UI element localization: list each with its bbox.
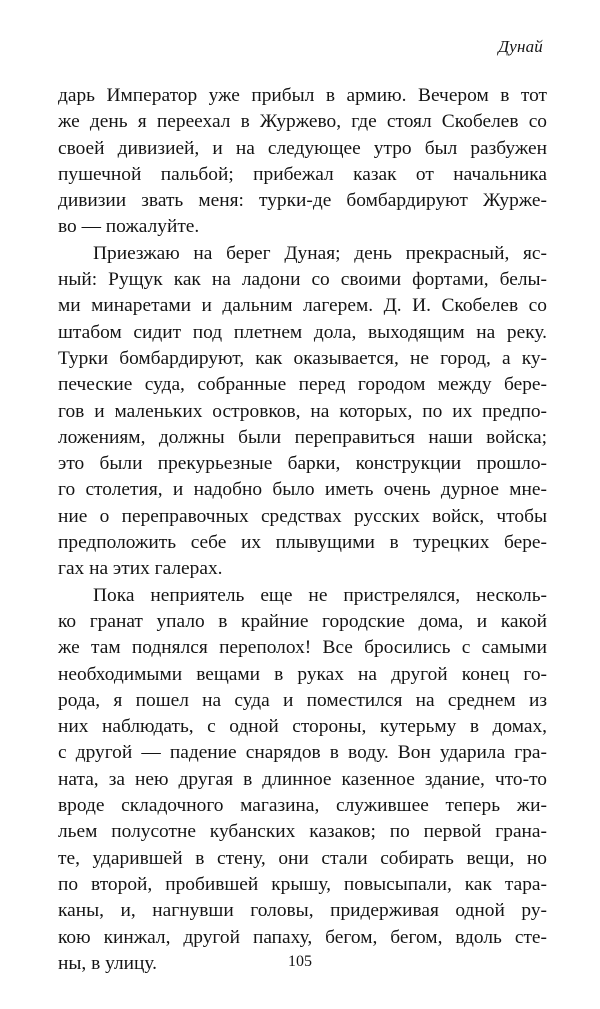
text-line: по второй, пробившей крышу, повысыпали, как тара-	[58, 873, 547, 895]
text-line: каны, и, нагнувши головы, придерживая одной ру-	[58, 900, 547, 922]
text-line: Турки бомбардируют, как оказывается, не город, а ку-	[58, 347, 547, 369]
text-line: дивизии звать меня: турки-де бомбардируют Журже-	[58, 190, 547, 212]
text-line: ната, за нею другая в длинное казенное здание, что-то	[58, 768, 547, 790]
text-line: предположить себе их плывущими в турецких бере-	[58, 532, 547, 554]
text-line: ны, в улицу.	[58, 952, 157, 974]
paragraph	[58, 83, 547, 241]
text-line: гах на этих галерах.	[58, 558, 223, 580]
text-line: Пока неприятель еще не пристрелялся, несколь-	[93, 584, 547, 606]
text-line: же день я переехал в Журжево, где стоял Скобелев со	[58, 111, 547, 133]
text-line: ложениям, должны были переправиться наши войска;	[58, 426, 547, 448]
text-line: те, ударившей в стену, они стали собирать вещи, но	[58, 847, 547, 869]
paragraph	[58, 583, 547, 977]
text-line: же там поднялся переполох! Все бросились с самыми	[58, 637, 547, 659]
text-line: пушечной пальбой; прибежал казак от начальника	[58, 163, 547, 185]
text-line: ко гранат упало в крайние городские дома, и какой	[58, 610, 547, 632]
text-line: своей дивизией, и на следующее утро был разбужен	[58, 137, 547, 159]
body-text	[58, 83, 547, 977]
text-line: ми минаретами и дальним лагерем. Д. И. Скобелев со	[58, 295, 547, 317]
text-line: рода, я пошел на суда и поместился на среднем из	[58, 689, 547, 711]
text-line: необходимыми вещами в руках на другой конец го-	[58, 663, 547, 685]
text-line: штабом сидит под плетнем дола, выходящим на реку.	[58, 321, 547, 343]
paragraph	[58, 241, 547, 583]
text-line: льем полусотне кубанских казаков; по первой грана-	[58, 821, 547, 843]
text-line: во — пожалуйте.	[58, 216, 200, 238]
page-number: 105	[288, 953, 312, 970]
text-line: го столетия, и надобно было иметь очень дурное мне-	[58, 479, 547, 501]
text-line: с другой — падение снарядов в воду. Вон ударила гра-	[58, 742, 547, 764]
text-line: печеские суда, собранные перед городом между бере-	[58, 374, 547, 396]
text-line: кою кинжал, другой папаху, бегом, бегом, вдоль сте-	[58, 926, 547, 948]
running-head: Дунай	[498, 37, 543, 56]
text-line: них наблюдать, с одной стороны, кутерьму в домах,	[58, 716, 547, 738]
text-line: вроде складочного магазина, служившее теперь жи-	[58, 795, 547, 817]
text-line: гов и маленьких островков, на которых, по их предпо-	[58, 400, 547, 422]
text-line: Приезжаю на берег Дуная; день прекрасный, яс-	[93, 242, 547, 264]
text-line: дарь Император уже прибыл в армию. Вечером в тот	[58, 85, 547, 106]
text-line: ние о переправочных средствах русских войск, чтобы	[58, 505, 547, 527]
text-line: ный: Рущук как на ладони со своими фортами, белы-	[58, 269, 547, 291]
text-line: это были прекурьезные барки, конструкции прошло-	[58, 453, 547, 475]
